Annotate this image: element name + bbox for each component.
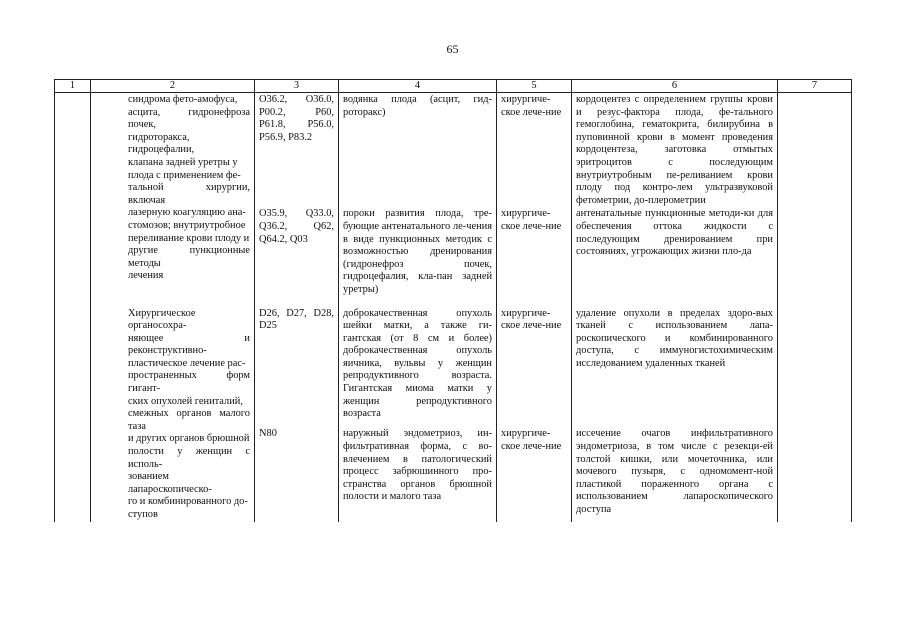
treatment-type-cell: хирургиче-ское лече-ние [497, 427, 572, 521]
care-type-line: смежных органов малого таза [128, 408, 250, 432]
care-type-line: ских опухолей гениталий, [128, 395, 243, 407]
care-type-cell [91, 93, 255, 307]
care-type-line: тальной хирургии, включая [128, 182, 250, 206]
column-number: 1 [55, 80, 91, 93]
care-type-line: стомозов; внутриутробное [128, 219, 246, 231]
medical-care-table [54, 79, 852, 522]
care-type-line: гидроторакса, гидроцефалии, [128, 131, 195, 156]
care-type-line: пространенных форм гигант- [128, 370, 250, 395]
care-type-line: го и комбинированного до- [128, 496, 248, 508]
care-type-line: Хирургическое органосохра- [128, 307, 196, 332]
page-number: 65 [446, 42, 459, 56]
treatment-method-cell: антенатальные пункционные методи-ки для обеспечения оттока жидкости с последующим дренированием при состояниях, угрожающих жизни пло-да [572, 207, 778, 306]
care-type-line: лазерную коагуляцию ана- [128, 207, 246, 219]
care-type-line: клапана задней уретры у [128, 156, 238, 168]
treatment-method-cell: иссечение очагов инфильтративного эндометриоза, в том числе с резекци-ей толстой кишки, или мочеточника, или мочевого пузыря, с одномомент-ной пластикой пораженного органа с использованием лапароскопического доступа [572, 427, 778, 521]
number-cell [55, 307, 91, 522]
cost-cell [778, 93, 852, 307]
care-type-line: асцита, гидронефроза почек, [128, 106, 250, 131]
table-row [55, 307, 852, 428]
treatment-type-cell: хирургиче-ское лече-ние [497, 93, 572, 208]
column-number: 6 [572, 80, 778, 93]
patient-model-cell: доброкачественная опухоль шейки матки, а также ги-гантская (от 8 см и более) доброкачественная опухоль яичника, вульвы у женщин репродуктивного возраста. Гигантская миома матки у женщин репродуктивного возраста [339, 307, 497, 428]
care-type-line: зованием лапароскопическо- [128, 471, 212, 495]
care-type-line: няющее и реконструктивно- [128, 332, 250, 357]
care-type-line: переливание крови плоду и [128, 232, 250, 244]
icd-codes-cell: O36.2, O36.0, P00.2, P60, P61.8, P56.0, P56.9, P83.2 [255, 93, 339, 208]
icd-codes-cell: O35.9, Q33.0, Q36.2, Q62, Q64.2, Q03 [255, 207, 339, 306]
column-number: 3 [255, 80, 339, 93]
treatment-method-cell: удаление опухоли в пределах здоро-вых тканей с использованием лапа-роскопического и комбинированного доступа, с иммуногистохимическим исследованием удаленных тканей [572, 307, 778, 428]
patient-model-cell: пороки развития плода, тре-бующие антенатального ле-чения в виде пункционных методик с возможностью дренирования (гидронефроз почек, гидроцефалия, кла-пан задней уретры) [339, 207, 497, 306]
treatment-method-cell: кордоцентез с определением группы крови и резус-фактора плода, фе-тального гемоглобина, гематокрита, билирубина в пуповинной крови в момент проведения кордоцентеза, заготовка отмытых эритроцитов с последующим внутриутробным пе-реливанием крови плоду под контро-лем ультразвуковой фетометрии, до-плерометрии [572, 93, 778, 208]
cost-cell [778, 307, 852, 522]
treatment-type-cell: хирургиче-ское лече-ние [497, 307, 572, 428]
care-type-line: синдрома фето-амофуса, [128, 94, 238, 105]
column-number: 5 [497, 80, 572, 93]
care-type-line: ступов [128, 509, 158, 520]
care-type-line: полости у женщин с исполь- [128, 446, 250, 470]
patient-model-cell: наружный эндометриоз, ин-фильтративная форма, с во-влечением в патологический процесс забрюшинного про-странства органов брюшной полости и малого таза [339, 427, 497, 521]
icd-codes-cell: D26, D27, D28, D25 [255, 307, 339, 428]
treatment-type-cell: хирургиче-ское лече-ние [497, 207, 572, 306]
column-number: 2 [91, 80, 255, 93]
column-number-row [55, 80, 852, 93]
patient-model-cell: водянка плода (асцит, гид-роторакс) [339, 93, 497, 208]
care-type-line: пластическое лечение рас- [128, 357, 246, 369]
care-type-line: лечения [128, 270, 164, 282]
column-number: 4 [339, 80, 497, 93]
column-number: 7 [778, 80, 852, 93]
care-type-line: другие пункционные методы [128, 245, 250, 269]
icd-codes-cell: N80 [255, 427, 339, 521]
number-cell [55, 93, 91, 307]
care-type-line: плода с применением фе- [128, 169, 241, 181]
care-type-cell [91, 307, 255, 522]
table-row [55, 93, 852, 208]
care-type-line: и других органов брюшной [128, 433, 250, 445]
